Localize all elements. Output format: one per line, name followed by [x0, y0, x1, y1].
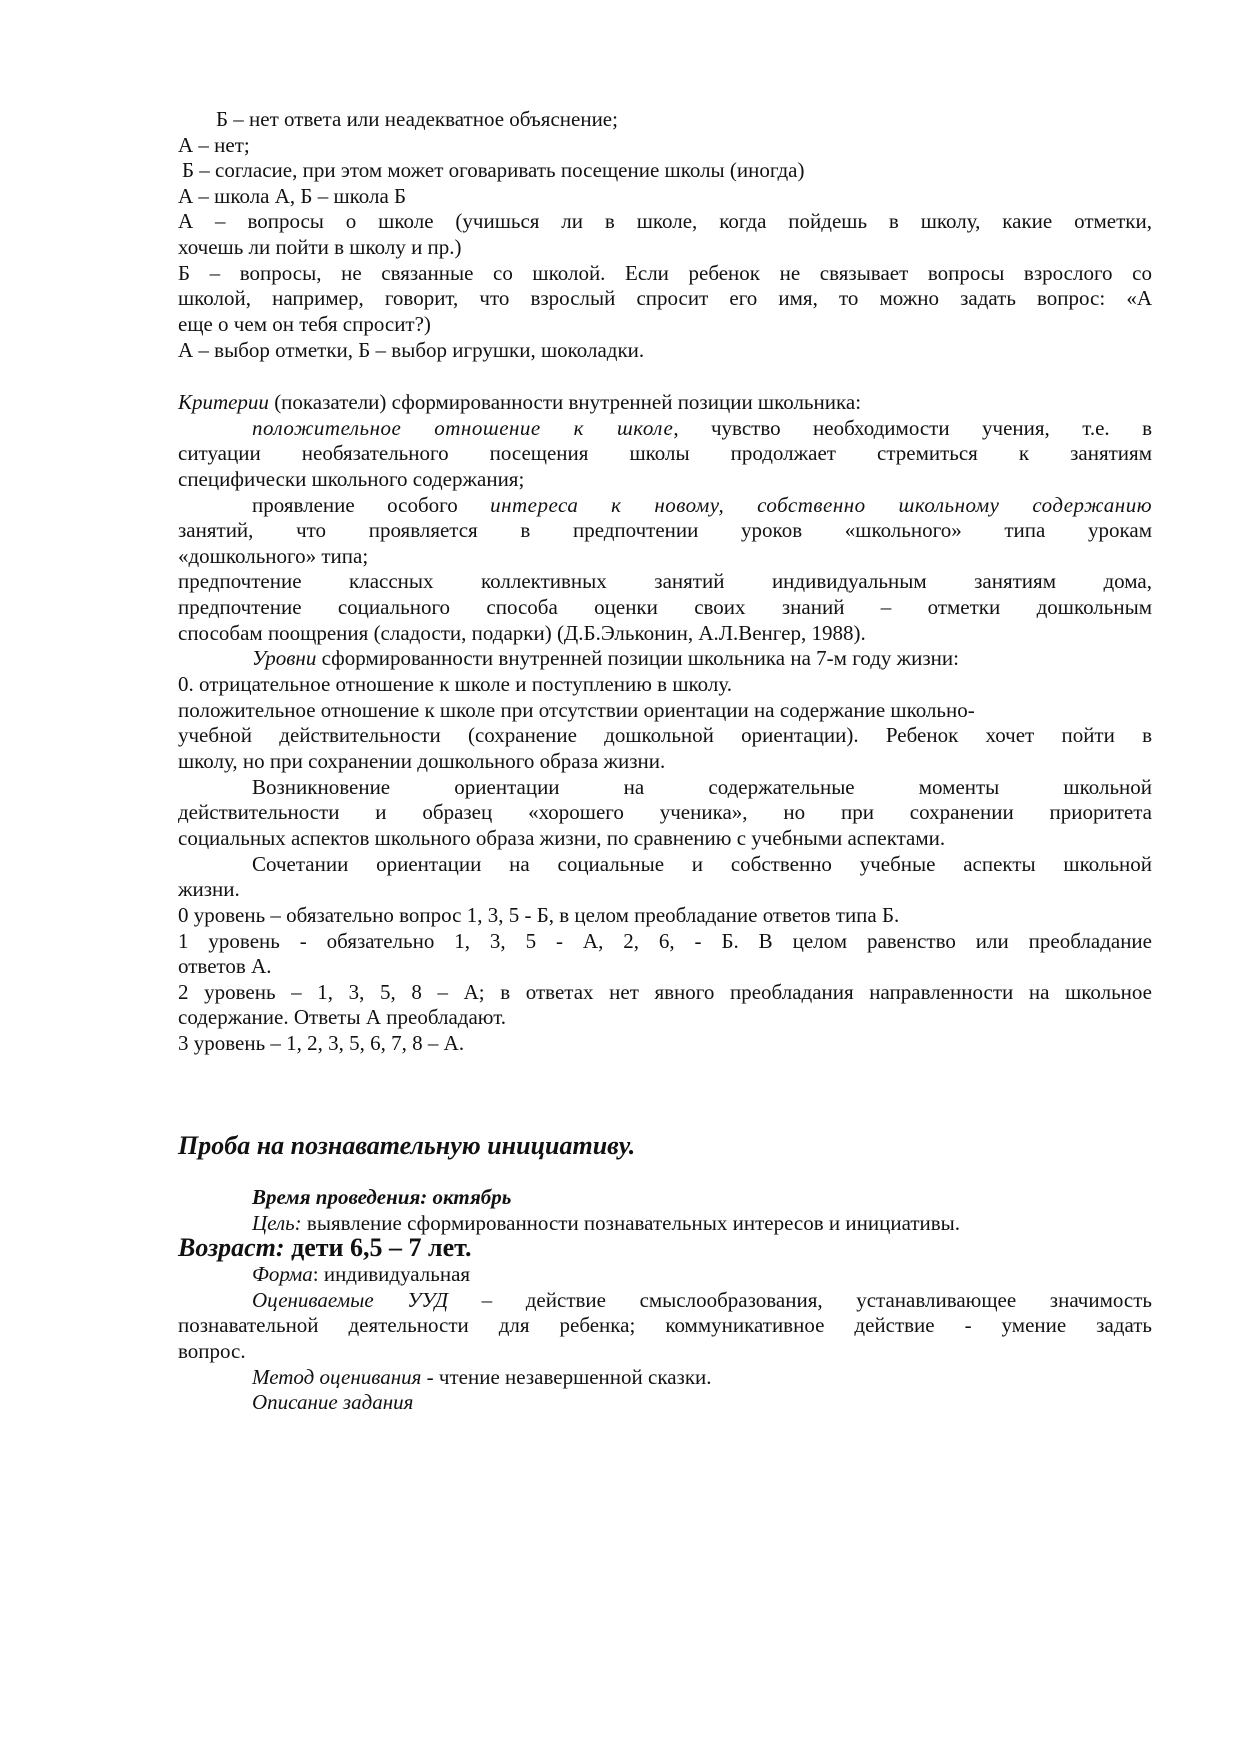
criteria-item-1-line: ситуации необязательного посещения школы продолжает стремиться к занятиям	[178, 441, 1152, 465]
criteria-intro	[178, 389, 1152, 415]
level-3-line: жизни.	[178, 877, 240, 901]
test-uud	[252, 1287, 1152, 1313]
level-2-line: социальных аспектов школьного образа жизни, по сравнению с учебными аспектами.	[178, 826, 946, 850]
answer-line: А – школа А, Б – школа Б	[178, 184, 407, 208]
uud-text: – действие смыслообразования, устанавливающее значимость	[448, 1288, 1152, 1312]
criteria-item-3: предпочтение классных коллективных занятий индивидуальным занятиям дома,	[178, 569, 1152, 593]
levels-intro	[252, 645, 1152, 671]
test-uud-line: вопрос.	[178, 1339, 246, 1363]
criteria-item-1-emphasis: положительное отношение к школе	[252, 416, 674, 440]
criteria-item-3-line: предпочтение социального способа оценки своих знаний – отметки дошкольным	[178, 595, 1152, 619]
answer-line: еще о чем он тебя спросит?)	[178, 312, 431, 336]
criteria-item-2-line: «дошкольного» типа;	[178, 544, 369, 568]
answer-line: А – вопросы о школе (учишься ли в школе, когда пойдешь в школу, какие отметки,	[178, 209, 1152, 233]
criteria-item-1	[252, 415, 1152, 441]
test-age	[178, 1232, 1152, 1264]
criteria-item-2	[252, 492, 1152, 518]
method-label: Метод оценивания	[252, 1365, 422, 1389]
scoring-line: 2 уровень – 1, 3, 5, 8 – А; в ответах нет явного преобладания направленности на школьное	[178, 980, 1152, 1004]
level-1-line: учебной действительности (сохранение дошкольной ориентации). Ребенок хочет пойти в	[178, 723, 1152, 747]
criteria-label: Критерии	[178, 390, 269, 414]
level-3: Сочетании ориентации на социальные и собственно учебные аспекты школьной	[252, 852, 1152, 876]
goal-label: Цель:	[252, 1211, 302, 1235]
scoring-line: 0 уровень – обязательно вопрос 1, 3, 5 - Б, в целом преобладание ответов типа Б.	[178, 903, 900, 927]
scoring-line: ответов А.	[178, 954, 272, 978]
level-0: 0. отрицательное отношение к школе и поступлению в школу.	[178, 672, 732, 696]
level-2-line: действительности и образец «хорошего ученика», но при сохранении приоритета	[178, 800, 1152, 824]
age-label: Возраст:	[178, 1233, 285, 1262]
criteria-intro-text: (показатели) сформированности внутренней позиции школьника:	[268, 390, 862, 414]
criteria-item-1-line: специфически школьного содержания;	[178, 467, 525, 491]
answer-line: школой, например, говорит, что взрослый спросит его имя, то можно задать вопрос: «А	[178, 286, 1152, 310]
answer-line: Б – нет ответа или неадекватное объяснение;	[216, 107, 618, 131]
levels-intro-text: сформированности внутренней позиции школьника на 7-м году жизни:	[316, 646, 959, 670]
level-1-line: школу, но при сохранении дошкольного образа жизни.	[178, 749, 666, 773]
answer-line: хочешь ли пойти в школу и пр.)	[178, 235, 462, 259]
section-title: Проба на познавательную инициативу.	[178, 1131, 636, 1160]
levels-label: Уровни	[252, 646, 317, 670]
scoring-line: 1 уровень - обязательно 1, 3, 5 - А, 2, 6, - Б. В целом равенство или преобладание	[178, 929, 1152, 953]
method-value: - чтение незавершенной сказки.	[421, 1365, 712, 1389]
scoring-line: содержание. Ответы А преобладают.	[178, 1005, 507, 1029]
criteria-item-2-text: проявление особого	[252, 493, 491, 517]
test-description-label	[252, 1389, 1152, 1415]
criteria-item-1-text: , чувство необходимости учения, т.е. в	[673, 416, 1152, 440]
age-value: дети 6,5 – 7 лет.	[284, 1233, 472, 1262]
test-uud-line: познавательной деятельности для ребенка; коммуникативное действие - умение задать	[178, 1313, 1152, 1337]
uud-label: Оцениваемые УУД	[252, 1288, 449, 1312]
level-2: Возникновение ориентации на содержательные моменты школьной	[252, 775, 1152, 799]
description-label: Описание задания	[252, 1390, 414, 1414]
test-time: Время проведения: октябрь	[252, 1185, 512, 1209]
criteria-item-2-emphasis: интереса к новому, собственно школьному содержанию	[490, 493, 1152, 517]
answer-line: А – нет;	[178, 133, 250, 157]
level-1: положительное отношение к школе при отсутствии ориентации на содержание школьно-	[178, 698, 975, 722]
answer-line: Б – вопросы, не связанные со школой. Если ребенок не связывает вопросы взрослого со	[178, 261, 1152, 285]
criteria-item-2-line: занятий, что проявляется в предпочтении уроков «школьного» типа урокам	[178, 518, 1152, 542]
form-value: : индивидуальная	[312, 1262, 471, 1286]
scoring-line: 3 уровень – 1, 2, 3, 5, 6, 7, 8 – А.	[178, 1031, 465, 1055]
form-label: Форма	[252, 1262, 313, 1286]
answer-line: А – выбор отметки, Б – выбор игрушки, шоколадки.	[178, 338, 645, 362]
goal-value: выявление сформированности познавательных интересов и инициативы.	[301, 1211, 961, 1235]
criteria-item-3-line: способам поощрения (сладости, подарки) (Д.Б.Эльконин, А.Л.Венгер, 1988).	[178, 621, 866, 645]
answer-line: Б – согласие, при этом может оговаривать посещение школы (иногда)	[182, 158, 805, 182]
test-method	[252, 1364, 1152, 1390]
test-form	[252, 1261, 1152, 1287]
